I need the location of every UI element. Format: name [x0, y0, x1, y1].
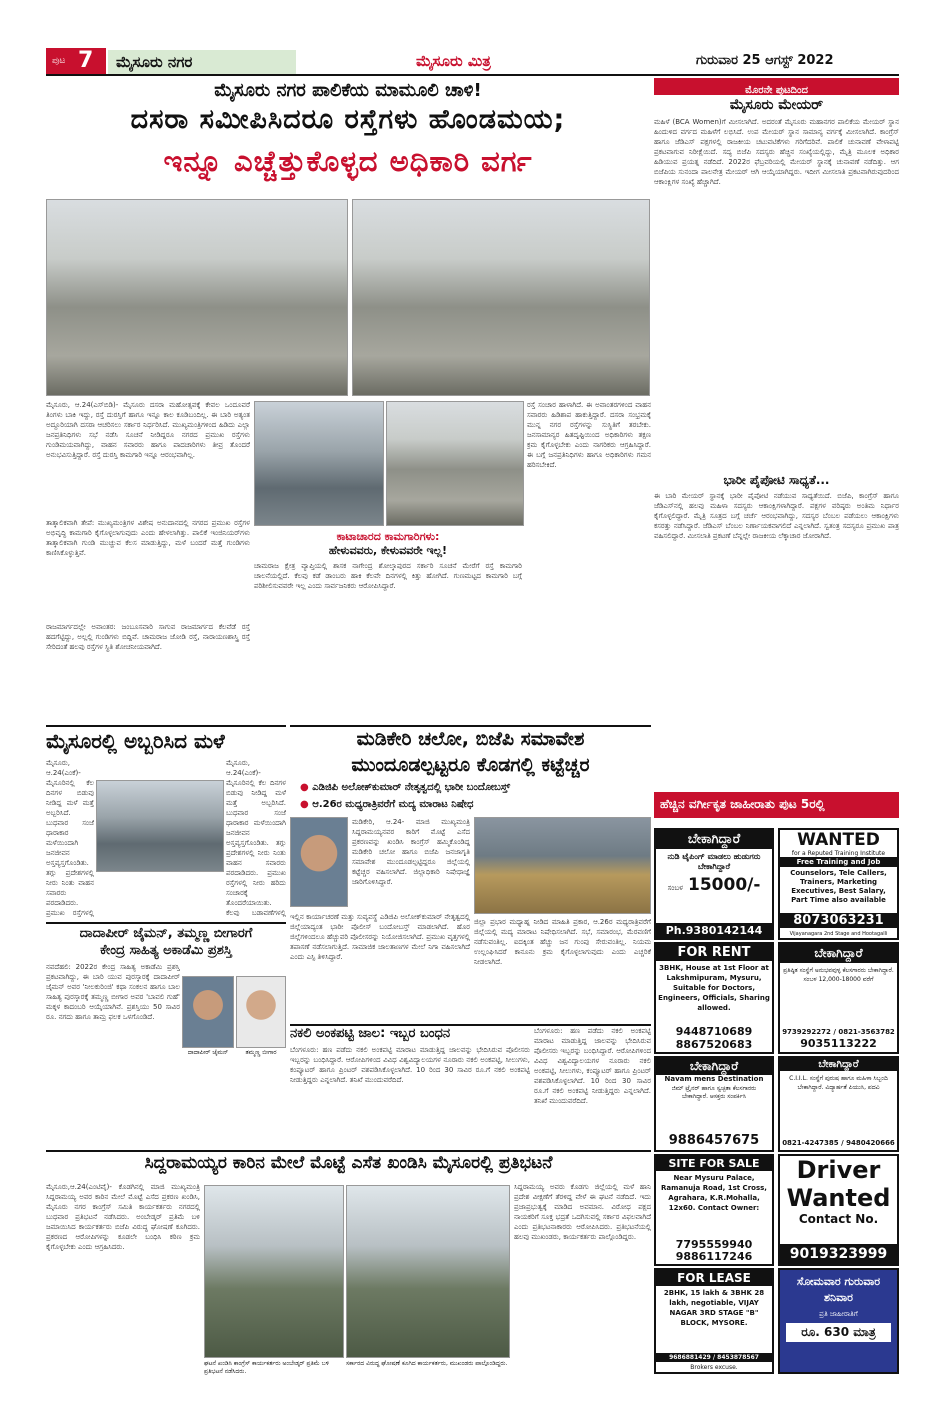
ad9-phone: 9686881429 / 8453878567 [656, 1353, 772, 1362]
chalo-headline-1: ಮಡಿಕೇರಿ ಚಲೋ, ಬಿಜೆಪಿ ಸಮಾವೇಶ [356, 728, 585, 750]
fake-body: ಬೆಂಗಳೂರು: ಹಣ ಪಡೆದು ನಕಲಿ ಅಂಕಪಟ್ಟಿ ಮಾರಾಟ ಮಾಡುತ್ತಿದ್ದ ಜಾಲವನ್ನು ಭೇದಿಸಿರುವ ಪೊಲೀಸರು ಇಬ್ಬರನ್ನು ಬಂಧಿಸಿದ್ದಾರೆ. ಆರೋಪಿಗಳಿಂದ ವಿವಿಧ ವಿಶ್ವವಿದ್ಯಾಲಯಗಳ ನೂರಾರು ನಕಲಿ ಅಂಕಪಟ್ಟಿ, ಸೀಲುಗಳು, ಕಂಪ್ಯೂಟರ್ ಹಾಗೂ ಪ್ರಿಂಟರ್ ವಶಪಡಿಸಿಕೊಳ್ಳಲಾಗಿದೆ. 10 ರಿಂದ 30 ಸಾವಿರ ರೂ.ಗೆ ನಕಲಿ ಅಂಕಪಟ್ಟಿ ನೀಡುತ್ತಿದ್ದರು ಎನ್ನಲಾಗಿದೆ. ತನಿಖೆ ಮುಂದುವರೆದಿದೆ. [290, 1046, 530, 1084]
ad5-text: ಜಿಮ್ ಟ್ರೈನರ್ ಹಾಗೂ ಸ್ವಚ್ಛತಾ ಕೆಲಸಗಾರರು ಬೇಕಾಗಿದ್ದಾರೆ. ಆಸಕ್ತರು ಸಂಪರ್ಕಿಸಿ [671, 1085, 757, 1100]
divider-chalo [290, 725, 651, 727]
ad1-phone: Ph.9380142144 [656, 923, 772, 938]
ad3-phone1: 9448710689 [675, 1025, 753, 1038]
ad4-head: ಬೇಕಾಗಿದ್ದಾರೆ [780, 944, 897, 963]
issue-date: ಗುರುವಾರ 25 ಆಗಸ್ಟ್ 2022 [696, 53, 834, 68]
page-header [46, 48, 899, 76]
ad-typist-wanted [654, 828, 774, 940]
box-title: ಕಾಟಾಚಾರದ ಕಾಮಗಾರಿಗಳು: [336, 530, 440, 543]
page-number: 7 [78, 48, 94, 73]
lead-kicker: ಮೈಸೂರು ನಗರ ಪಾಲಿಕೆಯ ಮಾಮೂಲಿ ಚಾಳಿ! [214, 80, 482, 101]
page-label: ಪುಟ [52, 56, 66, 66]
ad9-head: FOR LEASE [656, 1270, 772, 1286]
ad3-text: 3BHK, House at 1st Floor at Lakshmipuram, Mysuru, Suitable for Doctors, Engineers, Officials, Sharing allowed. [658, 964, 770, 1012]
continued-body-b: ಈ ಬಾರಿ ಮೇಯರ್ ಸ್ಥಾನಕ್ಕೆ ಭಾರೀ ಪೈಪೋಟಿ ನಡೆಯುವ ಸಾಧ್ಯತೆಯಿದೆ. ಬಿಜೆಪಿ, ಕಾಂಗ್ರೆಸ್ ಹಾಗೂ ಜೆಡಿಎಸ್‌ನಲ್ಲಿ ಹಲವು ಮಹಿಳಾ ಸದಸ್ಯರು ಆಕಾಂಕ್ಷಿಗಳಾಗಿದ್ದಾರೆ. ಪಕ್ಷಗಳ ವರಿಷ್ಠರು ಅಂತಿಮ ನಿರ್ಧಾರ ಕೈಗೊಳ್ಳಲಿದ್ದಾರೆ. ಮೈತ್ರಿ ಸೂತ್ರದ ಬಗ್ಗೆ ಚರ್ಚೆ ಆರಂಭವಾಗಿದ್ದು, ಸದಸ್ಯರ ಬೆಂಬಲ ಪಡೆಯಲು ಆಕಾಂಕ್ಷಿಗಳು ಕಸರತ್ತು ನಡೆಸಿದ್ದಾರೆ. ಜೆಡಿಎಸ್ ಬೆಂಬಲ ನಿರ್ಣಾಯಕವಾಗಲಿದೆ ಎನ್ನಲಾಗಿದೆ. ಸ್ವತಂತ್ರ ಸದಸ್ಯರೂ ಪ್ರಮುಖ ಪಾತ್ರ ವಹಿಸಲಿದ್ದಾರೆ. ಮೀಸಲಾತಿ ಪ್ರಕಟಣೆ ಬೆನ್ನಲ್ಲೇ ರಾಜಕೀಯ ಲೆಕ್ಕಾಚಾರ ಜೋರಾಗಿದೆ. [654, 492, 899, 540]
ad10-days: ಸೋಮವಾರ ಗುರುವಾರ ಶನಿವಾರ [796, 1275, 881, 1304]
ad5-head: ಬೇಕಾಗಿದ್ದಾರೆ [656, 1058, 772, 1075]
chalo-body-c: ಜಿಲ್ಲಾ ಪ್ರಭಾರ ಮಧ್ಯಾಹ್ನ ನೀಡಿದ ಮಾಹಿತಿ ಪ್ರಕಾರ, ಆ.26ರ ಮಧ್ಯರಾತ್ರಿವರೆಗೆ ಜಿಲ್ಲೆಯಲ್ಲಿ ಮದ್ಯ ಮಾರಾಟ ನಿಷೇಧಿಸಲಾಗಿದೆ. ಸಭೆ, ಸಮಾರಂಭ, ಮೆರವಣಿಗೆ ನಡೆಸುವಂತಿಲ್ಲ. ಐದಕ್ಕಿಂತ ಹೆಚ್ಚು ಜನ ಗುಂಪು ಸೇರುವಂತಿಲ್ಲ. ನಿಯಮ ಉಲ್ಲಂಘಿಸಿದರೆ ಕಾನೂನು ಕ್ರಮ ಕೈಗೊಳ್ಳಲಾಗುವುದು ಎಂದು ಎಚ್ಚರಿಕೆ ನೀಡಲಾಗಿದೆ. [474, 918, 651, 966]
ad1-salary: 15000/- [688, 875, 761, 895]
ad-wanted-training [778, 828, 899, 940]
ad4-phone2: 9035113222 [800, 1037, 877, 1050]
ad1-text: ನುಡಿ ಟೈಪಿಂಗ್ ಮಾಡಲು ಹುಡುಗರು ಬೇಕಾಗಿದ್ದಾರೆ [667, 852, 761, 871]
ad7-phone2: 9886117246 [675, 1250, 753, 1263]
road-puddle-photo-1 [254, 401, 384, 526]
award-photo-1 [182, 976, 234, 1048]
divider-award [46, 922, 286, 924]
ad2-sub: for a Reputed Training Institute [791, 850, 886, 857]
section-box [108, 50, 296, 74]
ad2-head: WANTED [797, 830, 880, 850]
section-name: ಮೈಸೂರು ನಗರ [116, 53, 193, 71]
ad3-phone2: 8867520683 [675, 1038, 753, 1051]
continued-label [654, 78, 899, 95]
continued-title: ಮೈಸೂರು ಮೇಯರ್ [729, 97, 824, 113]
lead-body-a: ಮೈಸೂರು, ಆ.24(ಎಸ್‌ಬಿಡಿ)- ಮೈಸೂರು ದಸರಾ ಮಹೋತ್ಸವಕ್ಕೆ ಕೇವಲ ಒಂದೂವರೆ ತಿಂಗಳು ಬಾಕಿ ಇದ್ದು, ರಸ್ತೆ ದುರಸ್ತಿಗೆ ಹಾಗೂ ಇನ್ನೂ ಕಾಲ ಕೂಡಿಬಂದಿಲ್ಲ. ಈ ಬಾರಿ ಅತ್ಯಂತ ಅದ್ದೂರಿಯಾಗಿ ದಸರಾ ಆಚರಿಸಲು ಸರ್ಕಾರ ನಿರ್ಧರಿಸಿದೆ. ಮುಖ್ಯಮಂತ್ರಿಗಳಿಂದ ಹಿಡಿದು ಎಲ್ಲಾ ಜನಪ್ರತಿನಿಧಿಗಳು ಸಭೆ ನಡೆಸಿ ಸೂಚನೆ ನೀಡಿದ್ದರೂ ನಗರದ ಪ್ರಮುಖ ರಸ್ತೆಗಳು ಗುಂಡಿಮಯವಾಗಿದ್ದು, ವಾಹನ ಸವಾರರು ಹಾಗೂ ಪಾದಚಾರಿಗಳು ತೀವ್ರ ತೊಂದರೆ ಅನುಭವಿಸುತ್ತಿದ್ದಾರೆ. ರಸ್ತೆ ದುರಸ್ತಿ ಕಾಮಗಾರಿ ಇನ್ನೂ ಆರಂಭವಾಗಿಲ್ಲ. [46, 401, 250, 459]
chalo-bullet-1 [300, 782, 650, 793]
protest-body-a: ಮೈಸೂರು,ಆ.24(ಎಂಟಿವೈ)- ಕೊಡಗಿನಲ್ಲಿ ಮಾಜಿ ಮುಖ್ಯಮಂತ್ರಿ ಸಿದ್ದರಾಮಯ್ಯ ಅವರ ಕಾರಿನ ಮೇಲೆ ಮೊಟ್ಟೆ ಎಸೆದ ಪ್ರಕರಣ ಖಂಡಿಸಿ, ಮೈಸೂರು ನಗರ ಕಾಂಗ್ರೆಸ್ ಸಮಿತಿ ಕಾರ್ಯಕರ್ತರು ನಗರದಲ್ಲಿ ಬುಧವಾರ ಪ್ರತಿಭಟನೆ ನಡೆಸಿದರು. ಅಂಬೇಡ್ಕರ್ ಪ್ರತಿಮೆ ಬಳಿ ಜಮಾಯಿಸಿದ ಕಾರ್ಯಕರ್ತರು ಬಿಜೆಪಿ ವಿರುದ್ಧ ಘೋಷಣೆ ಕೂಗಿದರು. ಪ್ರಕರಣದ ಆರೋಪಿಗಳನ್ನು ಕೂಡಲೇ ಬಂಧಿಸಿ ಕಠಿಣ ಕ್ರಮ ಕೈಗೊಳ್ಳಬೇಕು ಎಂದು ಆಗ್ರಹಿಸಿದರು. [46, 1183, 200, 1251]
ad2-phone: 8073063231 [780, 913, 897, 928]
protest-body-b: ಸಿದ್ದರಾಮಯ್ಯ ಅವರು ಕೊಡಗು ಜಿಲ್ಲೆಯಲ್ಲಿ ಮಳೆ ಹಾನಿ ಪ್ರದೇಶ ವೀಕ್ಷಣೆಗೆ ತೆರಳಿದ್ದ ವೇಳೆ ಈ ಘಟನೆ ನಡೆದಿದೆ. ಇದು ಪ್ರಜಾಪ್ರಭುತ್ವಕ್ಕೆ ಮಾಡಿದ ಅವಮಾನ. ವಿರೋಧ ಪಕ್ಷದ ನಾಯಕರಿಗೆ ಸೂಕ್ತ ಭದ್ರತೆ ಒದಗಿಸುವಲ್ಲಿ ಸರ್ಕಾರ ವಿಫಲವಾಗಿದೆ ಎಂದು ಪ್ರತಿಭಟನಾಕಾರರು ಆರೋಪಿಸಿದರು. ಪ್ರತಿಭಟನೆಯಲ್ಲಿ ಹಲವು ಮುಖಂಡರು, ಕಾರ್ಯಕರ್ತರು ಪಾಲ್ಗೊಂಡಿದ್ದರು. [514, 1183, 651, 1241]
box-subtitle: ಹೇಳುವವರು, ಕೇಳುವವರೇ ಇಲ್ಲ! [328, 544, 448, 557]
ad4-phone1: 9739292272 / 0821-3563782 [782, 1028, 895, 1036]
chalo-bullet-2 [300, 799, 650, 810]
ad5-phone: 9886457675 [668, 1133, 760, 1148]
ad10-price: ರೂ. 630 ಮಾತ್ರ [786, 1323, 891, 1342]
ad6-phone: 0821-4247385 / 9480420666 [782, 1139, 895, 1147]
chalo-headline-2: ಮುಂದೂಡಲ್ಪಟ್ಟರೂ ಕೊಡಗಲ್ಲಿ ಕಟ್ಟೆಚ್ಚರ [351, 754, 590, 776]
rain-photo [96, 780, 224, 872]
box-body: ಚಾಮರಾಜ ಕ್ಷೇತ್ರ ವ್ಯಾಪ್ತಿಯಲ್ಲಿ ಶಾಸಕ ನಾಗೇಂದ್ರ ಶೋಲ್ಕಾಪುರದ ಸರ್ಕಾರಿ ಸೂಚನೆ ಮೇರೆಗೆ ರಸ್ತೆ ಕಾಮಗಾರಿ ಚಾಲನೆಯಲ್ಲಿದೆ. ಕೆಲವು ಕಡೆ ಡಾಂಬರು ಹಾಕಿ ಕೆಲವೇ ದಿನಗಳಲ್ಲಿ ಕಿತ್ತು ಹೋಗಿದೆ. ಗುಣಮಟ್ಟದ ಕಾಮಗಾರಿ ಬಗ್ಗೆ ಪರಿಶೀಲಿಸುವವರೇ ಇಲ್ಲ ಎಂದು ಸಾರ್ವಜನಿಕರು ಆರೋಪಿಸಿದ್ದಾರೆ. [254, 562, 522, 590]
ad-gym-wanted [654, 1056, 774, 1152]
ad7-text: Near Mysuru Palace, Ramanuja Road, 1st Cross, Agrahara, K.R.Mohalla, 12x60. Contact Owner: [661, 1174, 767, 1212]
lead-box [254, 530, 522, 722]
ad-for-rent [654, 942, 774, 1054]
ad2-place: Vijayanagara 2nd Stage and Hootagalli [789, 931, 888, 937]
continued-subtitle: ಭಾರೀ ಪೈಪೋಟಿ ಸಾಧ್ಯತೆ... [723, 473, 830, 487]
lead-subhead: ಇನ್ನೂ ಎಚ್ಚೆತ್ತುಕೊಳ್ಳದ ಅಧಿಕಾರಿ ವರ್ಗ [163, 144, 533, 178]
ad1-salary-row [656, 875, 772, 895]
road-puddle-photo-2 [386, 401, 524, 526]
ad1-head: ಬೇಕಾಗಿದ್ದಾರೆ [656, 830, 772, 849]
chalo-body-a: ಮಡಿಕೇರಿ, ಆ.24- ಮಾಜಿ ಮುಖ್ಯಮಂತ್ರಿ ಸಿದ್ದರಾಮಯ್ಯನವರ ಕಾರಿಗೆ ಮೊಟ್ಟೆ ಎಸೆದ ಪ್ರಕರಣವನ್ನು ಖಂಡಿಸಿ ಕಾಂಗ್ರೆಸ್ ಹಮ್ಮಿಕೊಂಡಿದ್ದ ಮಡಿಕೇರಿ ಚಲೋ ಹಾಗೂ ಬಿಜೆಪಿ ಜನಜಾಗೃತಿ ಸಮಾವೇಶ ಮುಂದೂಡಲ್ಪಟ್ಟಿದ್ದರೂ ಜಿಲ್ಲೆಯಲ್ಲಿ ಕಟ್ಟೆಚ್ಚರ ವಹಿಸಲಾಗಿದೆ. ಜಿಲ್ಲಾಧಿಕಾರಿ ನಿಷೇಧಾಜ್ಞೆ ಜಾರಿಗೊಳಿಸಿದ್ದಾರೆ. [352, 818, 470, 886]
ad8-sub: Contact No. [798, 1212, 879, 1226]
protest-photo-2 [346, 1185, 510, 1358]
ad-workers-wanted [778, 942, 899, 1054]
ad7-phone1: 7795559940 [675, 1238, 753, 1251]
print-registration-marks [46, 1404, 899, 1412]
award-headline-1: ದಾದಾಪೀರ್ ಜೈಮನ್, ತಮ್ಮಣ್ಣ ಬೀಗಾರಗೆ [79, 926, 253, 941]
fake-headline: ನಕಲಿ ಅಂಕಪಟ್ಟಿ ಜಾಲ: ಇಬ್ಬರ ಬಂಧನ [290, 1026, 451, 1041]
ad2-band: Free Training and Job [780, 857, 897, 867]
classified-banner-text: ಹೆಚ್ಚಿನ ವರ್ಗೀಕೃತ ಜಾಹೀರಾತು ಪುಟ 5ರಲ್ಲಿ [660, 797, 825, 811]
lead-body-c: ರಾಜಮಾರ್ಗದಲ್ಲೇ ಅವಾಂತರ: ಜಂಬೂಸವಾರಿ ಸಾಗುವ ರಾಜಮಾರ್ಗದ ಕೆಲವೆಡೆ ರಸ್ತೆ ಹದಗೆಟ್ಟಿದ್ದು, ಅಲ್ಲಲ್ಲಿ ಗುಂಡಿಗಳು ಬಿದ್ದಿವೆ. ಚಾಮರಾಜ ಜೋಡಿ ರಸ್ತೆ, ನಾರಾಯಣಶಾಸ್ತ್ರಿ ರಸ್ತೆ ಸೇರಿದಂತೆ ಹಲವು ರಸ್ತೆಗಳ ಸ್ಥಿತಿ ಶೋಚನೀಯವಾಗಿದೆ. [46, 623, 250, 651]
award-caption-1: ದಾದಾಪೀರ್ ಜೈಮನ್ [187, 1049, 229, 1056]
rain-body: ಮೈಸೂರು, ಆ.24(ಎಂಕೆ)- ಮೈಸೂರಿನಲ್ಲಿ ಕೆಲ ದಿನಗಳ ಬಿಡುವು ನೀಡಿದ್ದ ಮಳೆ ಮತ್ತೆ ಅಬ್ಬರಿಸಿದೆ. ಬುಧವಾರ ಸಂಜೆ ಧಾರಾಕಾರ ಮಳೆಯಿಂದಾಗಿ ಜನಜೀವನ ಅಸ್ತವ್ಯಸ್ತಗೊಂಡಿತು. ತಗ್ಗು ಪ್ರದೇಶಗಳಲ್ಲಿ ನೀರು ನಿಂತು ವಾಹನ ಸವಾರರು ಪರದಾಡಿದರು. ಪ್ರಮುಖ ರಸ್ತೆಗಳಲ್ಲಿ [46, 759, 94, 917]
ad9-text: 2BHK, 15 lakh & 3BHK 28 lakh, negotiable, VIJAY NAGAR 3RD STAGE "B" BLOCK, MYSORE. [663, 1289, 765, 1327]
lead-headline: ದಸರಾ ಸಮೀಪಿಸಿದರೂ ರಸ್ತೆಗಳು ಹೊಂಡಮಯ; [130, 104, 566, 135]
ad-for-lease [654, 1268, 774, 1374]
ad6-text: C.I.I.L. ಸಂಸ್ಥೆಗೆ ಪುರುಷ ಹಾಗೂ ಮಹಿಳಾ ಸಿಬ್ಬಂದಿ ಬೇಕಾಗಿದ್ದಾರೆ. ವಿದ್ಯಾರ್ಹತೆ ಪಿಯುಸಿ, ಪದವಿ [789, 1075, 888, 1091]
chalo-bullet-1-text: ಎಡಿಜಿಪಿ ಅಲೋಕ್‌ಕುಮಾರ್ ನೇತೃತ್ವದಲ್ಲಿ ಭಾರೀ ಬಂದೋಬಸ್ತ್ [312, 782, 511, 793]
rain-headline: ಮೈಸೂರಲ್ಲಿ ಅಬ್ಬರಿಸಿದ ಮಳೆ [46, 729, 225, 753]
page-number-box [46, 48, 106, 74]
ad7-head: SITE FOR SALE [656, 1156, 772, 1171]
masthead: ಮೈಸೂರು ಮಿತ್ರ [416, 52, 491, 70]
fake-body-cont: ಬೆಂಗಳೂರು: ಹಣ ಪಡೆದು ನಕಲಿ ಅಂಕಪಟ್ಟಿ ಮಾರಾಟ ಮಾಡುತ್ತಿದ್ದ ಜಾಲವನ್ನು ಭೇದಿಸಿರುವ ಪೊಲೀಸರು ಇಬ್ಬರನ್ನು ಬಂಧಿಸಿದ್ದಾರೆ. ಆರೋಪಿಗಳಿಂದ ವಿವಿಧ ವಿಶ್ವವಿದ್ಯಾಲಯಗಳ ನೂರಾರು ನಕಲಿ ಅಂಕಪಟ್ಟಿ, ಸೀಲುಗಳು, ಕಂಪ್ಯೂಟರ್ ಹಾಗೂ ಪ್ರಿಂಟರ್ ವಶಪಡಿಸಿಕೊಳ್ಳಲಾಗಿದೆ. 10 ರಿಂದ 30 ಸಾವಿರ ರೂ.ಗೆ ನಕಲಿ ಅಂಕಪಟ್ಟಿ ನೀಡುತ್ತಿದ್ದರು ಎನ್ನಲಾಗಿದೆ. ತನಿಖೆ ಮುಂದುವರೆದಿದೆ. [534, 1027, 651, 1105]
ad-rate-card [778, 1268, 899, 1374]
ad8-head2: Wanted [786, 1184, 891, 1212]
protest-photo-1 [204, 1185, 344, 1358]
classified-banner [654, 792, 899, 818]
ad9-note: Brokers excuse. [690, 1364, 738, 1371]
ad10-sub: ಪ್ರತಿ ಜಾಹೀರಾತಿಗೆ [819, 1310, 858, 1318]
protest-caption-1: ಘಟನೆ ಖಂಡಿಸಿ ಕಾಂಗ್ರೆಸ್ ಕಾರ್ಯಕರ್ತರು ಅಂಬೇಡ್ಕರ್ ಪ್ರತಿಮೆ ಬಳಿ ಪ್ರತಿಭಟನೆ ನಡೆಸಿದರು. [204, 1360, 329, 1375]
ad-site-for-sale [654, 1154, 774, 1266]
award-body: ನವದೆಹಲಿ: 2022ರ ಕೇಂದ್ರ ಸಾಹಿತ್ಯ ಅಕಾಡೆಮಿ ಪ್ರಶಸ್ತಿ ಪ್ರಕಟವಾಗಿದ್ದು, ಈ ಬಾರಿ ಯುವ ಪುರಸ್ಕಾರಕ್ಕೆ ದಾದಾಪೀರ್ ಜೈಮನ್ ಅವರ 'ನೀಲಕುರಿಂಜಿ' ಕಥಾ ಸಂಕಲನ ಹಾಗೂ ಬಾಲ ಸಾಹಿತ್ಯ ಪುರಸ್ಕಾರಕ್ಕೆ ತಮ್ಮಣ್ಣ ಬೀಗಾರ ಅವರ 'ಬಾವಲಿ ಗುಹೆ' ಮಕ್ಕಳ ಕಾದಂಬರಿ ಆಯ್ಕೆಯಾಗಿವೆ. ಪ್ರಶಸ್ತಿಯು 50 ಸಾವಿರ ರೂ. ನಗದು ಹಾಗೂ ತಾಮ್ರ ಫಲಕ ಒಳಗೊಂಡಿದೆ. [46, 963, 180, 1021]
protest-headline: ಸಿದ್ದರಾಮಯ್ಯರ ಕಾರಿನ ಮೇಲೆ ಮೊಟ್ಟೆ ಎಸೆತ ಖಂಡಿಸಿ ಮೈಸೂರಲ್ಲಿ ಪ್ರತಿಭಟನೆ [144, 1153, 553, 1173]
bullet-icon: ● [300, 782, 309, 793]
award-photo-2 [236, 976, 286, 1048]
chalo-bullet-2-text: ಆ.26ರ ಮಧ್ಯರಾತ್ರಿವರೆಗೆ ಮದ್ಯ ಮಾರಾಟ ನಿಷೇಧ [312, 799, 474, 810]
lead-body-b: ತಾತ್ಕಾಲಿಕವಾಗಿ ತೇಪೆ: ಮುಖ್ಯಮಂತ್ರಿಗಳ ವಿಶೇಷ ಅನುದಾನದಲ್ಲಿ ನಗರದ ಪ್ರಮುಖ ರಸ್ತೆಗಳ ಅಭಿವೃದ್ಧಿ ಕಾಮಗಾರಿ ಕೈಗೊಳ್ಳಲಾಗುವುದು ಎಂದು ಹೇಳಲಾಗಿತ್ತು. ಪಾಲಿಕೆ ಇಂಜಿನಿಯರ್‌ಗಳು ತಾತ್ಕಾಲಿಕವಾಗಿ ಗುಂಡಿ ಮುಚ್ಚುವ ಕೆಲಸ ಮಾಡುತ್ತಿದ್ದು, ಮಳೆ ಬಂದರೆ ಮತ್ತೆ ಗುಂಡಿಗಳು ಕಾಣಿಸಿಕೊಳ್ಳುತ್ತಿವೆ. [46, 519, 250, 557]
ad8-head: Driver [796, 1156, 881, 1184]
ad-ciil-wanted [778, 1056, 899, 1152]
ad5-sub: Navam mens Destination [664, 1075, 764, 1083]
ad2-text: Counselors, Tele Callers, Trainers, Marketing Executives, Best Salary, Part Time also available [790, 869, 887, 904]
award-caption-2: ತಮ್ಮಣ್ಣ ಬೀಗಾರ [245, 1049, 277, 1056]
lead-body-d: ರಸ್ತೆ ಸಂಚಾರ ಹಾಳಾಗಿದೆ. ಈ ಅವಾಂತರಗಳಿಂದ ವಾಹನ ಸವಾರರು ಹಿಡಿಶಾಪ ಹಾಕುತ್ತಿದ್ದಾರೆ. ದಸರಾ ಸಂಭ್ರಮಕ್ಕೆ ಮುನ್ನ ನಗರ ರಸ್ತೆಗಳನ್ನು ಸುಸ್ಥಿತಿಗೆ ತರಬೇಕು. ಜನಸಾಮಾನ್ಯರ ಹಿತದೃಷ್ಟಿಯಿಂದ ಅಧಿಕಾರಿಗಳು ತಕ್ಷಣ ಕ್ರಮ ಕೈಗೊಳ್ಳಬೇಕು ಎಂದು ನಾಗರಿಕರು ಆಗ್ರಹಿಸಿದ್ದಾರೆ. ಈ ಬಗ್ಗೆ ಜನಪ್ರತಿನಿಧಿಗಳು ಹಾಗೂ ಅಧಿಕಾರಿಗಳು ಗಮನ ಹರಿಸಬೇಕಿದೆ. [527, 401, 651, 469]
continued-label-text: ಮೊರನೇ ಪುಟದಿಂದ [745, 85, 808, 96]
road-pothole-photo-1 [46, 199, 348, 396]
adgp-photo [290, 817, 348, 907]
chalo-body-b: ಇಲ್ಲಿನ ಕಾರ್ಯಾಚರಣೆ ಮತ್ತು ಸುವ್ಯವಸ್ಥೆ ಎಡಿಜಿಪಿ ಅಲೋಕ್‌ಕುಮಾರ್ ನೇತೃತ್ವದಲ್ಲಿ ಜಿಲ್ಲೆಯಾದ್ಯಂತ ಭಾರೀ ಪೊಲೀಸ್ ಬಂದೋಬಸ್ತ್ ಮಾಡಲಾಗಿದೆ. ಹೊರ ಜಿಲ್ಲೆಗಳಿಂದಲೂ ಹೆಚ್ಚುವರಿ ಪೊಲೀಸರನ್ನು ನಿಯೋಜಿಸಲಾಗಿದೆ. ಪ್ರಮುಖ ವೃತ್ತಗಳಲ್ಲಿ ತಪಾಸಣೆ ನಡೆಸಲಾಗುತ್ತಿದೆ. ಸಾಮಾಜಿಕ ಜಾಲತಾಣಗಳ ಮೇಲೆ ನಿಗಾ ವಹಿಸಲಾಗಿದೆ ಎಂದು ಎಸ್ಪಿ ತಿಳಿಸಿದ್ದಾರೆ. [290, 913, 470, 961]
ad8-phone: 9019323999 [780, 1244, 897, 1264]
ad6-head: ಬೇಕಾಗಿದ್ದಾರೆ [780, 1058, 897, 1071]
divider-protest [46, 1150, 651, 1152]
rain-body-cont: ಮೈಸೂರು, ಆ.24(ಎಂಕೆ)- ಮೈಸೂರಿನಲ್ಲಿ ಕೆಲ ದಿನಗಳ ಬಿಡುವು ನೀಡಿದ್ದ ಮಳೆ ಮತ್ತೆ ಅಬ್ಬರಿಸಿದೆ. ಬುಧವಾರ ಸಂಜೆ ಧಾರಾಕಾರ ಮಳೆಯಿಂದಾಗಿ ಜನಜೀವನ ಅಸ್ತವ್ಯಸ್ತಗೊಂಡಿತು. ತಗ್ಗು ಪ್ರದೇಶಗಳಲ್ಲಿ ನೀರು ನಿಂತು ವಾಹನ ಸವಾರರು ಪರದಾಡಿದರು. ಪ್ರಮುಖ ರಸ್ತೆಗಳಲ್ಲಿ ನೀರು ಹರಿದು ಸಂಚಾರಕ್ಕೆ ತೊಂದರೆಯಾಯಿತು. ಕೆಲವು ಬಡಾವಣೆಗಳಲ್ಲಿ [226, 759, 286, 917]
protest-caption-2: ಸರ್ಕಾರದ ವಿರುದ್ಧ ಘೋಷಣೆ ಕೂಗಿದ ಕಾರ್ಯಕರ್ತರು, ಮುಖಂಡರು ಪಾಲ್ಗೊಂಡಿದ್ದರು. [346, 1360, 508, 1367]
police-parade-photo [474, 817, 651, 914]
ad1-salary-label: ಸಂಬಳ [667, 884, 683, 892]
ad-driver-wanted [778, 1154, 899, 1266]
road-pothole-photo-2 [352, 199, 650, 396]
continued-body-a: ಮಹಿಳೆ (BCA Women)ಗೆ ಮೀಸಲಾಗಿದೆ. ಅದರಂತೆ ಮೈಸೂರು ಮಹಾನಗರ ಪಾಲಿಕೆಯ ಮೇಯರ್ ಸ್ಥಾನ ಹಿಂದುಳಿದ ವರ್ಗದ ಮಹಿಳೆಗೆ ಲಭಿಸಿದೆ. ಉಪ ಮೇಯರ್ ಸ್ಥಾನ ಸಾಮಾನ್ಯ ವರ್ಗಕ್ಕೆ ಮೀಸಲಾಗಿದೆ. ಕಾಂಗ್ರೆಸ್ ಹಾಗೂ ಜೆಡಿಎಸ್ ಪಕ್ಷಗಳಲ್ಲಿ ರಾಜಕೀಯ ಚಟುವಟಿಕೆಗಳು ಗರಿಗೆದರಿವೆ. ಪಾಲಿಕೆ ಚುನಾವಣೆ ವೇಳಾಪಟ್ಟಿ ಪ್ರಕಟವಾಗುವ ನಿರೀಕ್ಷೆಯಿದೆ. ಸದ್ಯ ಬಿಜೆಪಿ ಸದಸ್ಯರು ಹೆಚ್ಚಿನ ಸಂಖ್ಯೆಯಲ್ಲಿದ್ದು, ಮೈತ್ರಿ ಮೂಲಕ ಅಧಿಕಾರ ಹಿಡಿಯುವ ಪ್ರಯತ್ನ ನಡೆದಿದೆ. 2022ರ ಫೆಬ್ರವರಿಯಲ್ಲಿ ಮೇಯರ್ ಸ್ಥಾನಕ್ಕೆ ಚುನಾವಣೆ ನಡೆದಿತ್ತು. ಆಗ ಬಿಜೆಪಿಯ ಸುನಂದಾ ಪಾಲನೇತ್ರ ಮೇಯರ್ ಆಗಿ ಆಯ್ಕೆಯಾಗಿದ್ದರು. ಇದೀಗ ಮೀಸಲಾತಿ ಪ್ರಕಟವಾಗಿರುವುದರಿಂದ ಆಕಾಂಕ್ಷಿಗಳ ಸಂಖ್ಯೆ ಹೆಚ್ಚಾಗಿದೆ. [654, 118, 899, 186]
divider-rain [46, 725, 286, 727]
ad3-head: FOR RENT [656, 944, 772, 961]
ad4-text: ಪ್ರತಿಷ್ಠಿತ ಸಂಸ್ಥೆಗೆ ಅನುಭವವುಳ್ಳ ಕೆಲಸಗಾರರು ಬೇಕಾಗಿದ್ದಾರೆ. ಸಂಬಳ 12,000-18000 ವರೆಗೆ [783, 967, 894, 983]
bullet-icon: ● [300, 799, 309, 810]
award-headline-2: ಕೇಂದ್ರ ಸಾಹಿತ್ಯ ಅಕಾಡೆಮಿ ಪ್ರಶಸ್ತಿ [100, 943, 232, 958]
